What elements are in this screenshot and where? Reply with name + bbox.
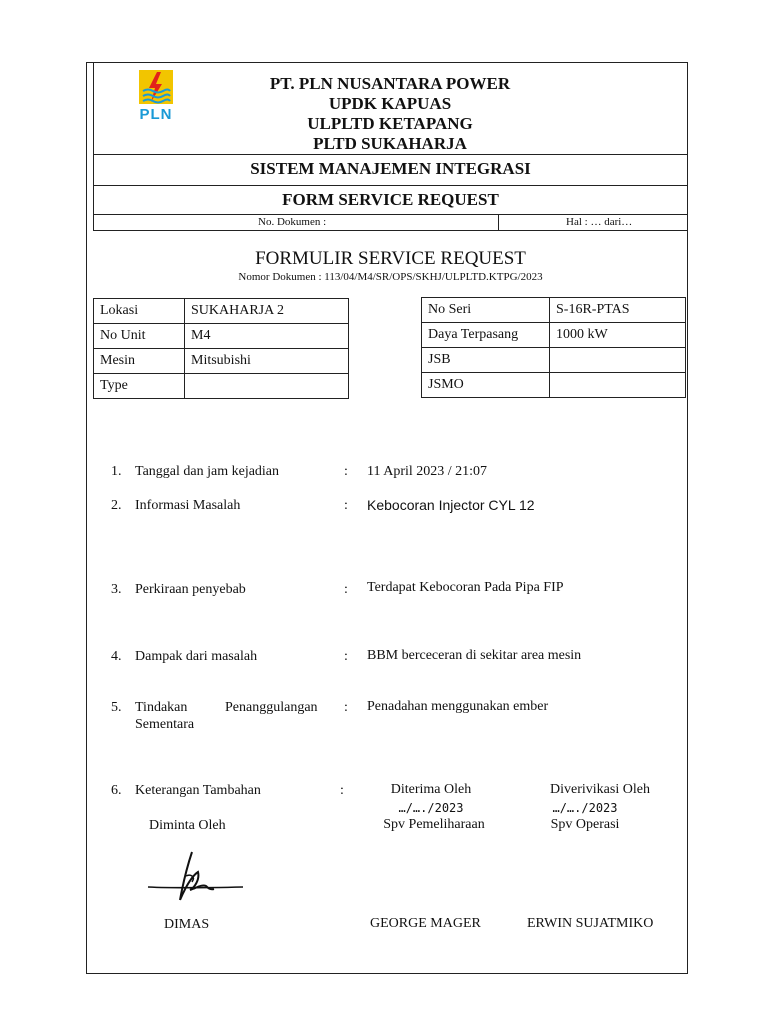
table-value: M4 (185, 324, 349, 349)
item-label-action-c: Sementara (135, 717, 195, 732)
item-value-cause: Terdapat Kebocoran Pada Pipa FIP (367, 580, 564, 595)
header-line-2: UPDK KAPUAS (328, 94, 452, 113)
pln-logo (134, 68, 178, 126)
header-divider (93, 154, 688, 155)
item-label-action-a: Tindakan (135, 700, 188, 715)
table-value (185, 374, 349, 399)
item-colon: : (344, 700, 348, 715)
table-value: SUKAHARJA 2 (185, 299, 349, 324)
main-title: FORMULIR SERVICE REQUEST (255, 248, 526, 269)
requested-by-label: Diminta Oleh (149, 818, 226, 833)
unit-info-table (93, 298, 349, 399)
verified-by-name: ERWIN SUJATMIKO (527, 916, 654, 931)
item-label-cause: Perkiraan penyebab (135, 582, 246, 597)
requested-by-name: DIMAS (164, 917, 210, 932)
item-label-action-b: Penanggulangan (225, 700, 318, 715)
item-colon: : (344, 649, 348, 664)
received-role: Spv Pemeliharaan (383, 817, 485, 832)
item-number: 1. (111, 464, 122, 479)
table-value: Mitsubishi (185, 349, 349, 374)
item-number: 3. (111, 582, 122, 597)
table-row (94, 349, 349, 374)
item-number: 6. (111, 783, 122, 798)
form-title: FORM SERVICE REQUEST (282, 190, 499, 209)
table-label: No Seri (422, 298, 550, 323)
table-label: Lokasi (94, 299, 185, 324)
table-label: Mesin (94, 349, 185, 374)
table-row (422, 373, 686, 398)
table-label: Type (94, 374, 185, 399)
item-label-date: Tanggal dan jam kejadian (135, 464, 280, 479)
table-label: No Unit (94, 324, 185, 349)
doc-number-label: No. Dokumen : (258, 216, 327, 228)
item-colon: : (344, 498, 348, 513)
table-label: JSB (422, 348, 550, 373)
item-label-problem: Informasi Masalah (135, 498, 241, 513)
item-label-notes: Keterangan Tambahan (135, 783, 261, 798)
verified-date: …/…./2023 (552, 801, 618, 815)
system-title: SISTEM MANAJEMEN INTEGRASI (250, 159, 531, 178)
table-value (550, 348, 686, 373)
item-number: 2. (111, 498, 122, 513)
company-name (190, 74, 590, 154)
logo-text: PLN (139, 106, 173, 123)
header-divider (93, 185, 688, 186)
table-row (94, 299, 349, 324)
item-colon: : (344, 582, 348, 597)
received-by-name: GEORGE MAGER (370, 916, 481, 931)
item-number: 4. (111, 649, 122, 664)
item-value-impact: BBM berceceran di sekitar area mesin (367, 648, 582, 663)
header-line-4: PLTD SUKAHARJA (313, 134, 467, 153)
page-label: Hal : … dari… (566, 216, 633, 228)
table-row (422, 348, 686, 373)
received-by-label: Diterima Oleh (390, 782, 472, 797)
table-value: 1000 kW (550, 323, 686, 348)
engine-info-table (421, 297, 686, 398)
table-label: Daya Terpasang (422, 323, 550, 348)
table-row (94, 374, 349, 399)
table-value (550, 373, 686, 398)
verified-role: Spv Operasi (550, 817, 620, 832)
header-divider (93, 230, 688, 231)
header-divider (498, 214, 499, 230)
header-line-3: ULPLTD KETAPANG (307, 114, 473, 133)
header-line-1: PT. PLN NUSANTARA POWER (269, 74, 511, 93)
received-date: …/…./2023 (398, 801, 464, 815)
table-value: S-16R-PTAS (550, 298, 686, 323)
item-label-impact: Dampak dari masalah (135, 649, 258, 664)
verified-by-label: Diverivikasi Oleh (550, 782, 650, 797)
item-colon: : (340, 783, 344, 798)
table-label: JSMO (422, 373, 550, 398)
item-value-action: Penadahan menggunakan ember (367, 699, 549, 714)
item-colon: : (344, 464, 348, 479)
handwritten-signature (140, 846, 250, 906)
item-number: 5. (111, 700, 122, 715)
table-row (422, 323, 686, 348)
item-value-date: 11 April 2023 / 21:07 (367, 464, 488, 479)
table-row (94, 324, 349, 349)
document-number: Nomor Dokumen : 113/04/M4/SR/OPS/SKHJ/ULPLTD.KTPG/2023 (238, 271, 543, 283)
table-row (422, 298, 686, 323)
header-divider (93, 214, 688, 215)
item-value-problem: Kebocoran Injector CYL 12 (367, 497, 535, 513)
